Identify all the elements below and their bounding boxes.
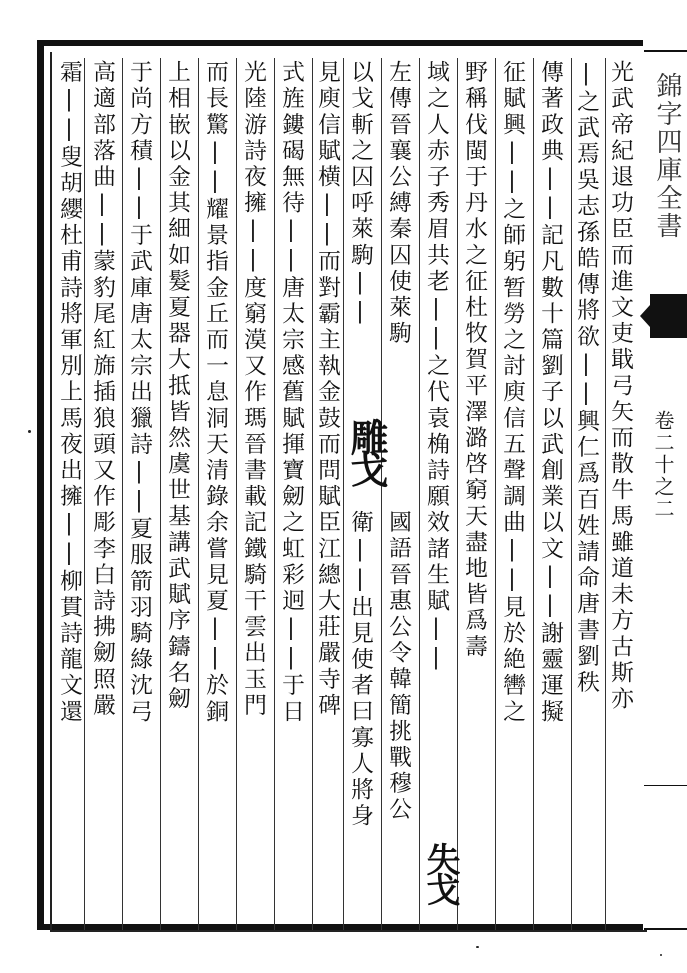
ink-speck [660,954,662,956]
column-rule [343,58,344,930]
text-column-7-lower: 國語晉惠公令韓簡挑戰穆公 [385,510,411,824]
text-column-13: 上相嵌以金其細如髮夏器大抵皆然虞世基講武賦序鑄名劒 [164,60,190,713]
column-rule [419,58,420,930]
column-rule [236,58,237,930]
column-rule [381,58,382,930]
column-rule [274,58,275,930]
text-column-4: 征賦興||之師躬暂勞之討庾信五聲調曲||見於絶轡之 [499,60,525,726]
column-rule [198,58,199,930]
column-rule [160,58,161,930]
ink-speck [28,430,31,433]
margin-rule-bottom [644,928,687,930]
margin-book-title: 錦字四庫全書 [652,72,682,240]
text-column-7-upper: 左傳晉襄公縛秦囚使萊駒 [385,60,411,348]
text-column-16: 霜||叟胡纓杜甫詩將軍別上馬夜出擁||柳貫詩龍文還 [56,60,82,726]
column-rule [457,58,458,930]
text-column-8-lower: 衛||出見使者曰寡人將身 [347,510,373,830]
text-column-9: 見庾信賦横||而對霸主執金鼓而問賦臣江總大莊嚴寺碑 [314,60,340,719]
text-column-10: 式旌鏤碣無待||唐太宗感舊賦揮寶劒之虹彩迥||于日 [278,60,304,726]
column-rule [84,58,85,930]
text-column-11: 光陸游詩夜擁||度窮漠又作瑪晉書載記鐵騎干雲出玉門 [240,60,266,719]
text-column-2: |之武焉吳志孫皓傳將欲||興仁爲百姓請命唐書劉秩 [573,60,599,696]
text-column-6: 域之人赤子秀眉共老||之代袁桷詩願效諸生賦|| [423,60,449,674]
headword-diao-ge: 雕戈 [344,418,389,482]
headword-shi-ge: 失戈 [420,842,460,902]
text-column-3: 傳著政典||記凡數十篇劉子以武創業以文||謝靈運擬 [537,60,563,726]
text-column-14: 于尚方積||于武庫唐太宗出獵詩||夏服箭羽騎綠沈弓 [126,60,152,726]
column-rule [533,58,534,930]
text-column-8-upper: 以戈斬之囚呼萊駒|| [347,60,373,328]
text-column-1: 光武帝紀退功臣而進文吏戢弓矢而散牛馬雖道未方古斯亦 [607,60,633,713]
text-column-15: 高適部落曲||蒙豹尾紅旆插狼頭又作彫李白詩拂劒照嚴 [89,60,115,719]
margin-rule-top [644,50,687,52]
ink-speck [476,946,479,948]
text-column-12: 而長驚||耀景指金丘而一息洞天清錄余嘗見夏||於銅 [202,60,228,726]
text-column-5: 野稱伐閩于丹水之征杜牧賀平澤潞啓窮天盡地皆爲壽 [461,60,487,661]
margin-rule-mid [644,785,687,786]
column-rule [122,58,123,930]
margin-volume-label: 卷二十之二 [651,410,675,520]
column-rule [495,58,496,930]
fish-tail-notch [640,294,660,338]
